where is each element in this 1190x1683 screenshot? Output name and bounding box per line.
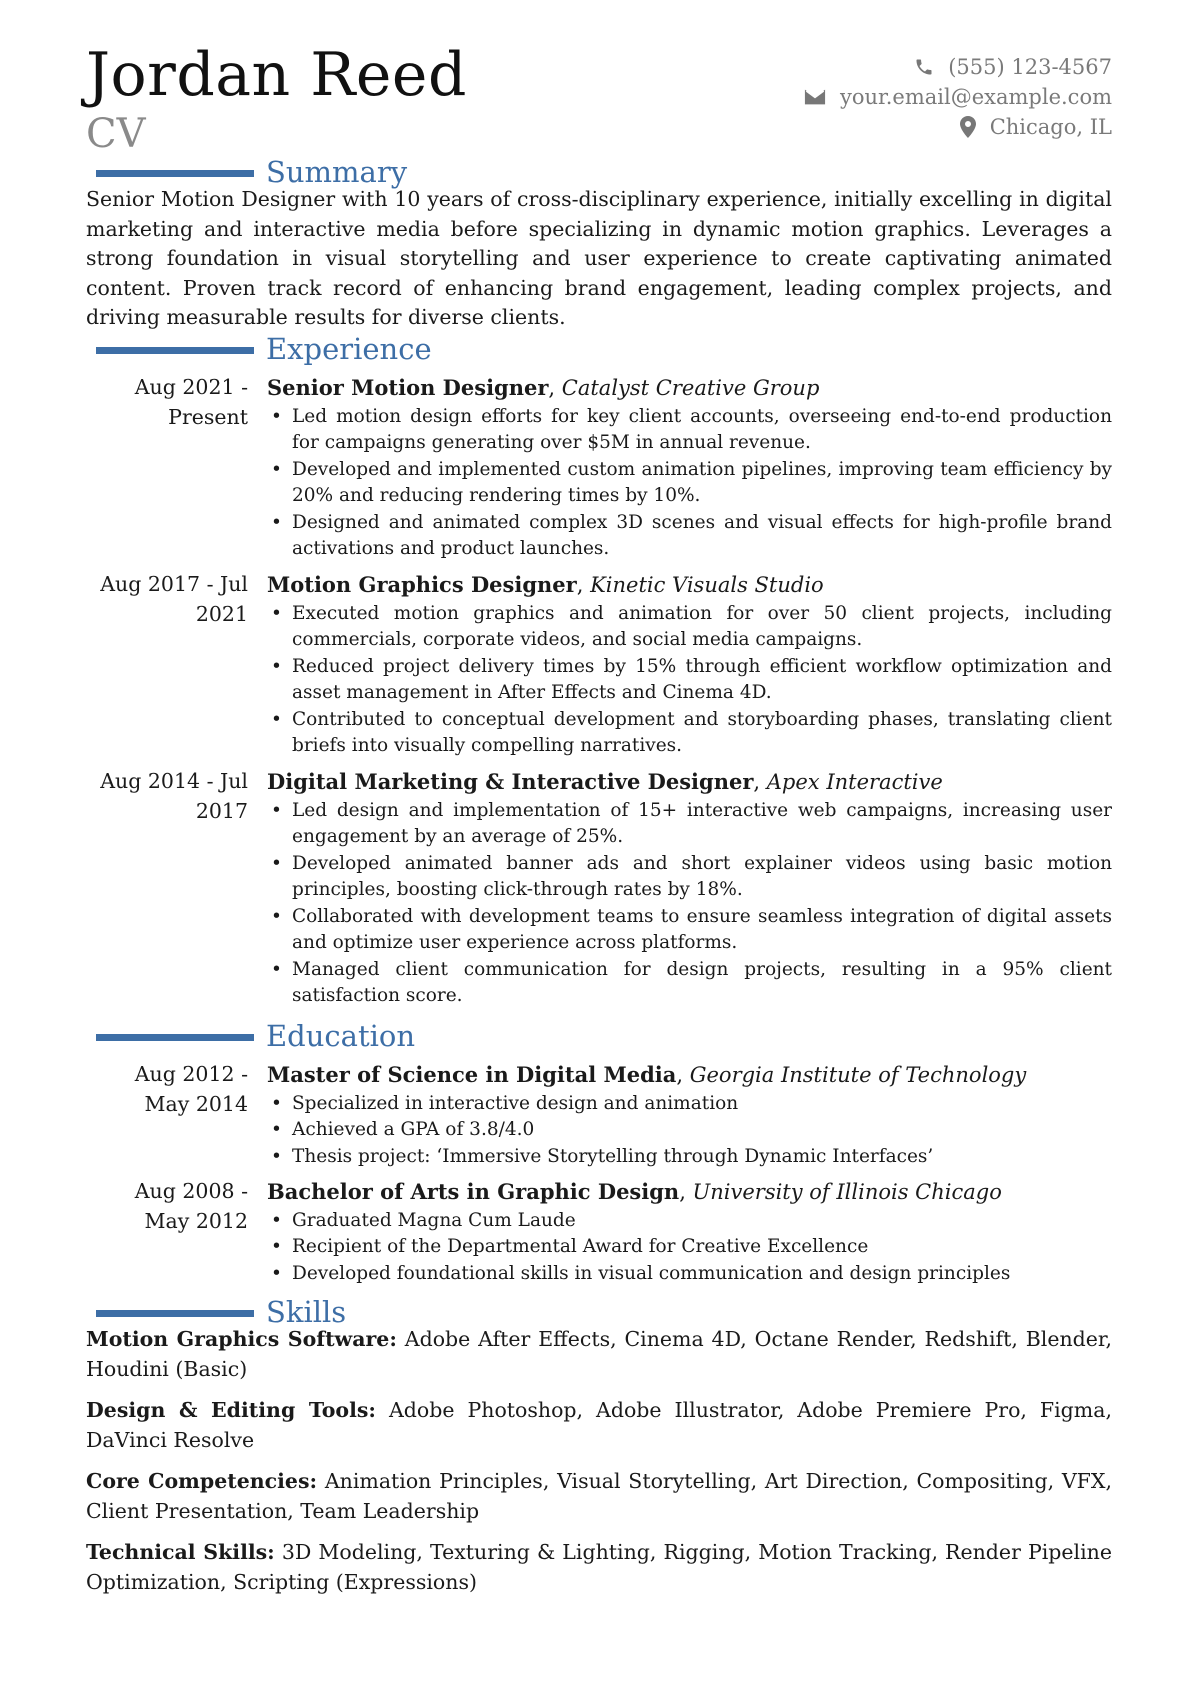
- bullet-item: • Led motion design efforts for key client accounts, overseeing end-to-end production for campaigns generating over $5M in annual revenue.: [267, 404, 1112, 457]
- bullet-item: • Recipient of the Departmental Award for Creative Excellence: [267, 1234, 1112, 1261]
- entry-body: [267, 570, 1112, 760]
- bullet-item: • Reduced project delivery times by 15% through efficient workflow optimization and asset management in After Effects and Cinema 4D.: [267, 654, 1112, 707]
- job-role: Senior Motion Designer: [267, 375, 549, 400]
- phone-number: (555) 123-4567: [948, 55, 1112, 79]
- bullet-item: • Specialized in interactive design and animation: [267, 1091, 1112, 1118]
- entry-body: [267, 767, 1112, 1010]
- skill-label: Technical Skills:: [86, 1540, 275, 1564]
- degree: Master of Science in Digital Media: [267, 1062, 677, 1087]
- section-title-skills: Skills: [266, 1295, 347, 1329]
- contact-location: [804, 112, 1112, 142]
- bullet-item: • Collaborated with development teams to ensure seamless integration of digital assets and optimize user experience across platforms.: [267, 904, 1112, 957]
- skill-group: [86, 1325, 1112, 1384]
- entry-date: Aug 2012 - May 2014: [134, 1062, 248, 1116]
- bullet-item: • Developed and implemented custom animation pipelines, improving team efficiency by 20% and reducing rendering times by 10%.: [267, 457, 1112, 510]
- candidate-name: Jordan Reed: [86, 40, 467, 110]
- entry-body: [267, 1177, 1112, 1287]
- bullet-item: • Managed client communication for design projects, resulting in a 95% client satisfaction score.: [267, 957, 1112, 1010]
- degree: Bachelor of Arts in Graphic Design: [267, 1179, 680, 1204]
- experience-heading: [96, 332, 1096, 366]
- entry-date: Aug 2014 - Jul 2017: [100, 769, 248, 823]
- skill-group: [86, 1396, 1112, 1455]
- skill-label: Motion Graphics Software:: [86, 1327, 397, 1351]
- bullet-list: [267, 404, 1112, 563]
- job-role: Digital Marketing & Interactive Designer: [267, 769, 754, 794]
- phone-icon: [914, 57, 934, 77]
- education-heading: [96, 1019, 1096, 1053]
- entry-date: Aug 2021 - Present: [134, 375, 248, 429]
- map-pin-icon: [960, 116, 976, 138]
- entry-date: Aug 2008 - May 2012: [134, 1179, 248, 1233]
- bullet-item: • Designed and animated complex 3D scenes and visual effects for high-profile brand activations and product launches.: [267, 510, 1112, 563]
- bullet-item: • Thesis project: ‘Immersive Storytelling through Dynamic Interfaces’: [267, 1144, 1112, 1171]
- section-accent-bar: [96, 1034, 254, 1041]
- section-title-experience: Experience: [266, 332, 432, 366]
- bullet-item: • Led design and implementation of 15+ interactive web campaigns, increasing user engagement by an average of 25%.: [267, 798, 1112, 851]
- section-accent-bar: [96, 1310, 254, 1317]
- entry-title: Digital Marketing & Interactive Designer, Apex Interactive: [267, 769, 943, 794]
- contact-block: [804, 52, 1112, 142]
- entry-body: [267, 373, 1112, 563]
- location-text: Chicago, IL: [989, 115, 1112, 139]
- entry-body: [267, 1060, 1112, 1170]
- employer: Apex Interactive: [766, 770, 943, 794]
- skill-text: Animation Principles, Visual Storytelling, Art Direction, Compositing, VFX, Client Presentation, Team Leadership: [86, 1469, 1112, 1523]
- job-role: Motion Graphics Designer: [267, 572, 577, 597]
- bullet-item: • Executed motion graphics and animation for over 50 client projects, including commercials, corporate videos, and social media campaigns.: [267, 601, 1112, 654]
- bullet-list: [267, 798, 1112, 1010]
- contact-phone: [804, 52, 1112, 82]
- entry-title: Bachelor of Arts in Graphic Design, University of Illinois Chicago: [267, 1179, 1002, 1204]
- entry-date: Aug 2017 - Jul 2021: [100, 572, 248, 626]
- employer: Catalyst Creative Group: [561, 376, 820, 400]
- skill-group: [86, 1538, 1112, 1597]
- bullet-list: [267, 1208, 1112, 1288]
- document-subtitle: CV: [86, 111, 146, 157]
- skill-text: Adobe Photoshop, Adobe Illustrator, Adobe Premiere Pro, Figma, DaVinci Resolve: [86, 1398, 1112, 1452]
- skill-label: Design & Editing Tools:: [86, 1398, 377, 1422]
- bullet-item: • Graduated Magna Cum Laude: [267, 1208, 1112, 1235]
- contact-email: [804, 82, 1112, 112]
- institution: University of Illinois Chicago: [692, 1180, 1002, 1204]
- summary-heading: [96, 155, 1096, 189]
- bullet-item: • Developed foundational skills in visual communication and design principles: [267, 1261, 1112, 1288]
- skill-label: Core Competencies:: [86, 1469, 318, 1493]
- section-title-summary: Summary: [266, 155, 408, 189]
- bullet-list: [267, 1091, 1112, 1171]
- section-accent-bar: [96, 170, 254, 177]
- email-address[interactable]: your.email@example.com: [839, 85, 1112, 109]
- envelope-icon: [804, 88, 826, 106]
- bullet-item: • Contributed to conceptual development and storyboarding phases, translating client briefs into visually compelling narratives.: [267, 707, 1112, 760]
- bullet-item: • Developed animated banner ads and short explainer videos using basic motion principles, boosting click-through rates by 18%.: [267, 851, 1112, 904]
- institution: Georgia Institute of Technology: [689, 1063, 1027, 1087]
- summary-text: Senior Motion Designer with 10 years of cross-disciplinary experience, initially excelling in digital marketing and interactive media before specializing in dynamic motion graphics. Leverages a strong foundation in visual storytelling and user experience to create captivating animated content. Proven track record of enhancing brand engagement, leading complex projects, and driving measurable results for diverse clients.: [86, 187, 1112, 329]
- entry-title: Senior Motion Designer, Catalyst Creative Group: [267, 375, 820, 400]
- bullet-item: • Achieved a GPA of 3.8/4.0: [267, 1117, 1112, 1144]
- skill-group: [86, 1467, 1112, 1526]
- section-title-education: Education: [266, 1019, 416, 1053]
- skills-heading: [96, 1295, 1096, 1329]
- skill-text: 3D Modeling, Texturing & Lighting, Rigging, Motion Tracking, Render Pipeline Optimization, Scripting (Expressions): [86, 1540, 1112, 1594]
- employer: Kinetic Visuals Studio: [590, 573, 824, 597]
- entry-title: Master of Science in Digital Media, Georgia Institute of Technology: [267, 1062, 1027, 1087]
- section-accent-bar: [96, 347, 254, 354]
- skill-text: Adobe After Effects, Cinema 4D, Octane Render, Redshift, Blender, Houdini (Basic): [86, 1327, 1112, 1381]
- bullet-list: [267, 601, 1112, 760]
- entry-title: Motion Graphics Designer, Kinetic Visuals Studio: [267, 572, 824, 597]
